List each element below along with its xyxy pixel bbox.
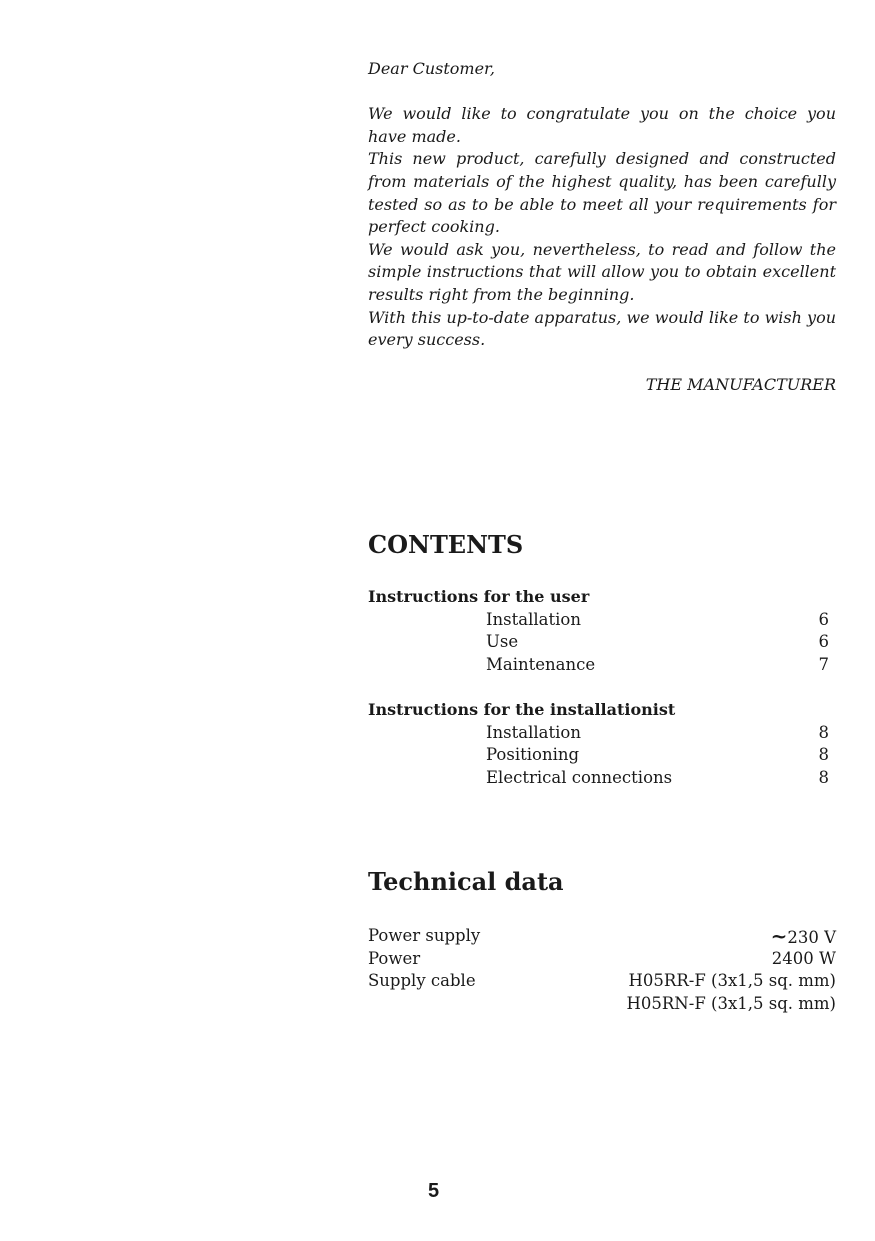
spec-row [368, 925, 836, 948]
toc-entry [368, 767, 836, 790]
page-number: 5 [428, 1180, 440, 1202]
letter-paragraph: This new product, carefully designed and constructed from materials of the highest quality, has been carefully tested so as to be able to meet all your requirements for perfect cooking. [368, 149, 836, 237]
toc-entry-page: 7 [818, 654, 829, 674]
technical-data-section [368, 867, 836, 1015]
spec-row [368, 970, 836, 993]
customer-letter [368, 58, 836, 397]
spec-row [368, 948, 836, 971]
toc-entry [368, 609, 836, 632]
toc-entry [368, 654, 836, 677]
toc-entry-page: 8 [818, 722, 829, 742]
toc-entry-label: Positioning [486, 745, 580, 765]
letter-paragraph: With this up-to-date apparatus, we would like to wish you every success. [368, 307, 836, 350]
letter-paragraph: We would ask you, nevertheless, to read and follow the simple instructions that will allow you to obtain excellent results right from the beginning. [368, 239, 836, 304]
toc-entry-label: Maintenance [486, 654, 596, 674]
spec-value: H05RR-F (3x1,5 sq. mm) [628, 971, 836, 991]
toc-entry [368, 744, 836, 767]
letter-greeting: Dear Customer, [368, 59, 496, 78]
toc-entry-label: Use [486, 632, 519, 652]
spec-label: Supply cable [368, 971, 476, 991]
letter-signature: THE MANUFACTURER [645, 375, 836, 395]
toc-entry [368, 722, 836, 745]
toc-entry-page: 6 [818, 609, 829, 629]
toc-entry-label: Electrical connections [486, 767, 673, 787]
toc-entry [368, 631, 836, 654]
contents-section [368, 530, 836, 789]
alternating-current-symbol: ~ [770, 924, 788, 948]
section-spacer [368, 676, 836, 699]
spec-row [368, 993, 836, 1016]
spec-value: H05RN-F (3x1,5 sq. mm) [626, 993, 836, 1013]
toc-entry-label: Installation [486, 722, 581, 742]
toc-entry-label: Installation [486, 609, 581, 629]
contents-section-heading: Instructions for the installationist [368, 699, 676, 719]
spec-label: Power supply [368, 926, 481, 945]
contents-section-heading: Instructions for the user [368, 587, 590, 606]
spec-value: 2400 W [771, 948, 836, 968]
technical-data-title: Technical data [368, 867, 564, 896]
spec-value: 230 V [787, 928, 836, 947]
toc-entry-page: 6 [818, 632, 829, 652]
toc-entry-page: 8 [818, 745, 829, 765]
contents-title: CONTENTS [368, 530, 524, 559]
toc-entry-page: 8 [818, 767, 829, 787]
letter-paragraph: We would like to congratulate you on the choice you have made. [368, 104, 836, 146]
spec-value-wrapper [771, 925, 836, 950]
spec-label: Power [368, 948, 421, 968]
